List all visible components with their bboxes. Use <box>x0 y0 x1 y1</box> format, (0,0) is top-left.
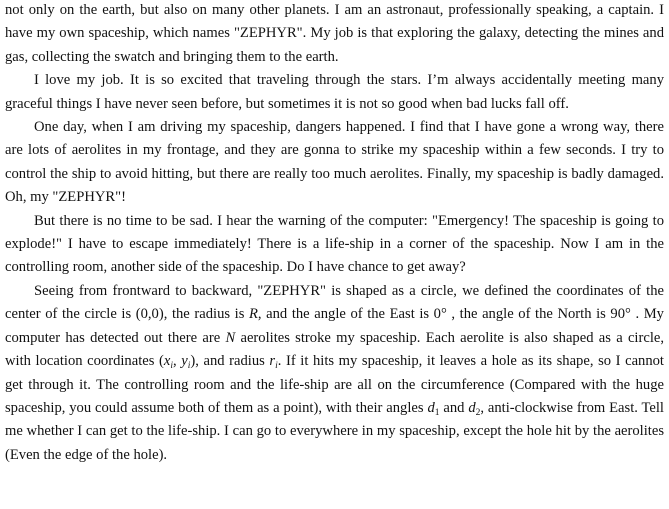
text-run: ), and radius <box>190 353 270 370</box>
paragraph-4: But there is no time to be sad. I hear the warning of the computer: "Emergency! The spaceship is going to explode!" I have to escape immediately! There is a life-ship in a corner of the spaceship. Now I am in the controlling room, another side of the spaceship. Do I have chance to get away? <box>5 212 664 276</box>
variable-y: y <box>181 353 188 370</box>
text-run: , <box>173 353 182 370</box>
paragraph-3: One day, when I am driving my spaceship, dangers happened. I find that I have gone a wrong way, there are lots of aerolites in my frontage, and they are gonna to strike my spaceship within a few seconds. I try to control the ship to avoid hitting, but there are really too much aerolites. Finally, my spaceship is badly damaged. Oh, my "ZEPHYR"! <box>5 119 664 206</box>
text-run: . If it hits my spaceship, it leaves a hole as its shape, so I cannot get through it. The controlling room and the life-ship are all on the circumference (Compared with the huge spaceship, you could assume both of them as a point), with their angles <box>5 353 664 416</box>
paragraph-5 <box>5 280 664 467</box>
text-run: Seeing from frontward to backward, "ZEPHYR" is shaped as a circle, we defined the coordinates of the center of the circle is (0,0), the radius is <box>5 282 664 323</box>
text-run: and <box>439 399 469 416</box>
subscript-i: i <box>187 361 191 372</box>
variable-R: R <box>248 306 258 323</box>
document-body <box>5 0 664 467</box>
subscript-i: i <box>170 361 173 372</box>
variable-d: d <box>427 399 435 416</box>
variable-N: N <box>225 329 236 346</box>
text-run: , anti-clockwise from East. Tell me whether I can get to the life-ship. I can go to everywhere in my spaceship, except the hole hit by the aerolites (Even the edge of the hole). <box>5 399 664 463</box>
subscript-2: 2 <box>475 407 481 418</box>
subscript-i: i <box>275 361 278 372</box>
variable-d: d <box>468 399 476 416</box>
paragraph-1: not only on the earth, but also on many other planets. I am an astronaut, professionally speaking, a captain. I have my own spaceship, which names "ZEPHYR". My job is that exploring the galaxy, detecting the mines and gas, collecting the swatch and bringing them to the earth. <box>5 2 664 65</box>
paragraph-2: I love my job. It is so excited that traveling through the stars. I’m always accidentally meeting many graceful things I have never seen before, but sometimes it is not so good when bad lucks fall off. <box>5 72 664 112</box>
subscript-1: 1 <box>434 407 440 418</box>
variable-r: r <box>269 353 276 370</box>
text-run: , and the angle of the East is 0° , the angle of the North is 90° . My computer has detected out there are <box>5 306 664 346</box>
variable-x: x <box>163 353 171 370</box>
text-run: aerolites stroke my spaceship. Each aerolite is also shaped as a circle, with location coordinates ( <box>5 329 665 370</box>
